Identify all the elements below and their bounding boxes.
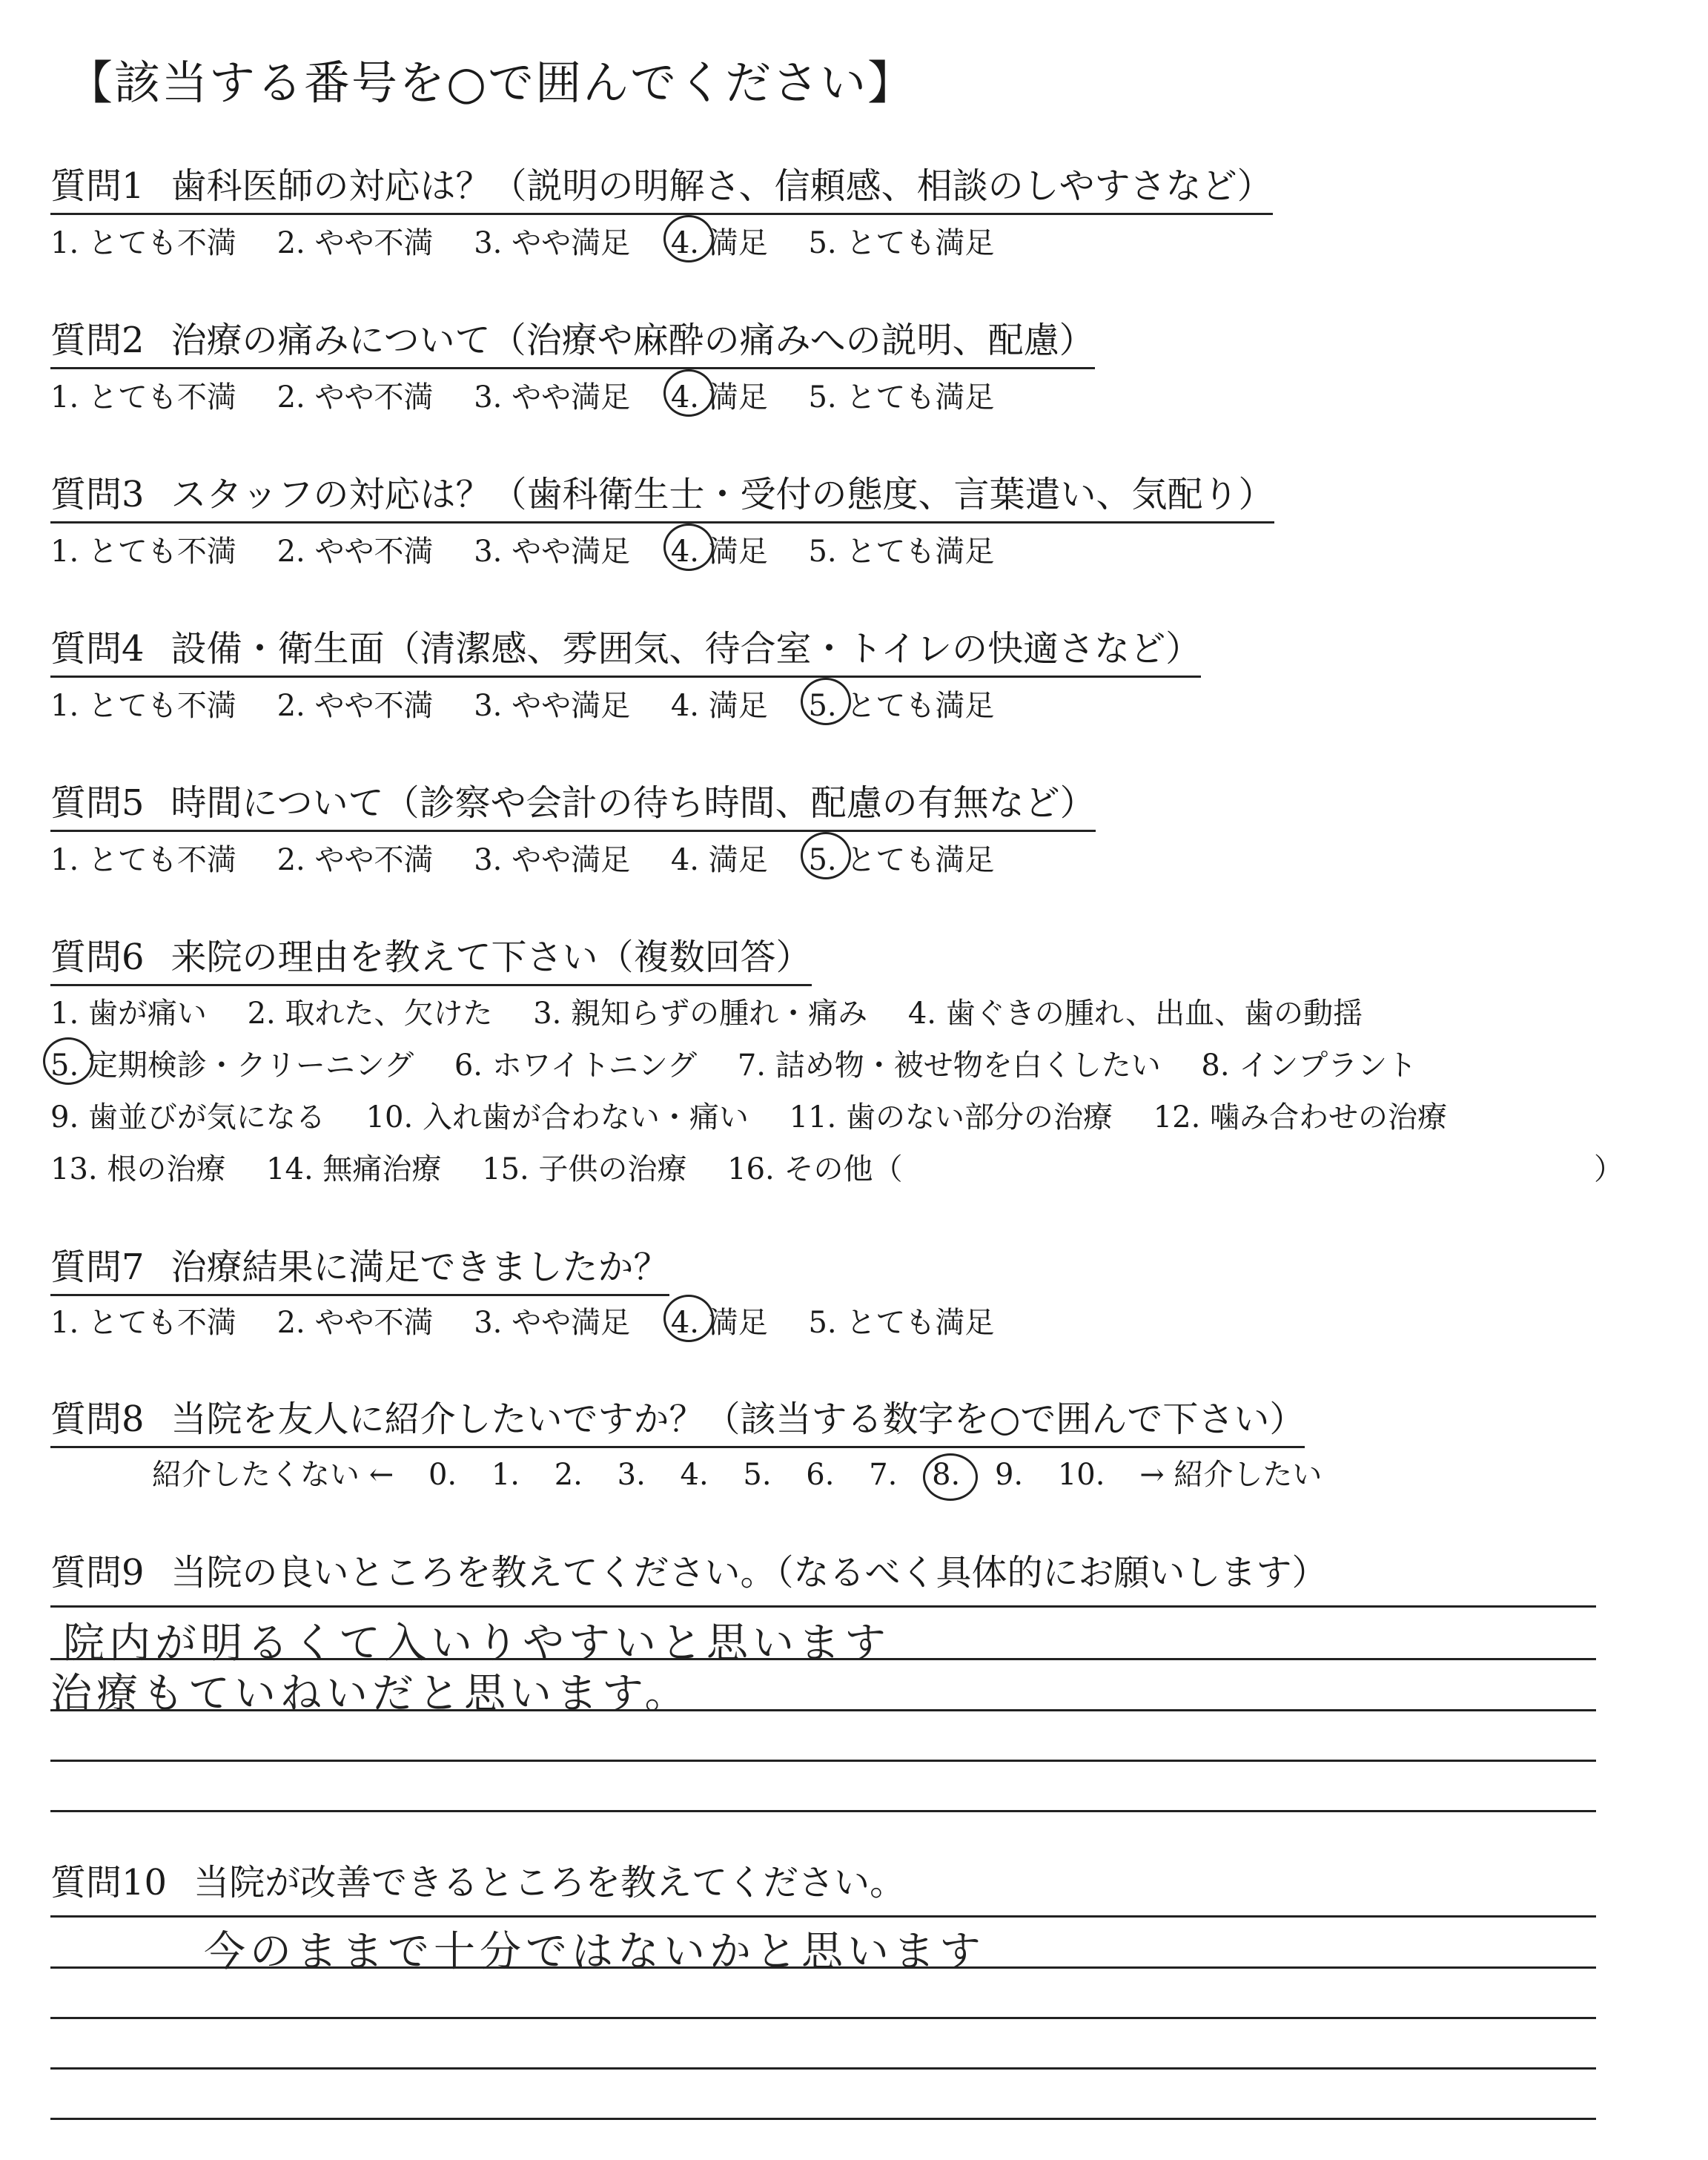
question-6-options-row-2 bbox=[50, 1042, 1448, 1084]
question-3-heading bbox=[50, 466, 1274, 524]
scale-left-label: 紹介したくない ← bbox=[152, 1458, 394, 1492]
option-3[interactable]: 3. やや満足 bbox=[474, 843, 631, 877]
option-4[interactable]: 4. 満足 bbox=[670, 843, 768, 877]
question-6-options-row-4 bbox=[50, 1146, 933, 1188]
option-4-selected[interactable]: 4. 満足 bbox=[671, 374, 768, 416]
question-text: 来院の理由を教えて下さい（複数回答） bbox=[171, 937, 812, 978]
option-2[interactable]: 2. やや不満 bbox=[277, 226, 434, 260]
question-4-options bbox=[50, 682, 1025, 724]
option-2[interactable]: 2. やや不満 bbox=[277, 689, 434, 723]
question-10-heading bbox=[50, 1854, 905, 1909]
option-3[interactable]: 3. やや満足 bbox=[474, 689, 631, 723]
question-1-heading bbox=[50, 157, 1273, 215]
question-text: 時間について（診察や会計の待ち時間、配慮の有無など） bbox=[171, 782, 1096, 824]
answer-line bbox=[50, 1658, 1596, 1660]
question-5-options bbox=[50, 836, 1025, 879]
option-4-selected[interactable]: 4. 満足 bbox=[671, 528, 768, 570]
option-3[interactable]: 3. やや満足 bbox=[474, 1306, 631, 1340]
question-text: 当院が改善できるところを教えてください。 bbox=[193, 1862, 906, 1903]
scale-right-label: → 紹介したい bbox=[1139, 1458, 1323, 1492]
reason-option[interactable]: 6. ホワイトニング bbox=[454, 1048, 698, 1083]
reason-option[interactable]: 9. 歯並びが気になる bbox=[50, 1100, 325, 1135]
question-number: 質問9 bbox=[50, 1552, 145, 1593]
answer-line bbox=[50, 2017, 1596, 2019]
answer-line bbox=[50, 1605, 1596, 1608]
question-4-heading bbox=[50, 620, 1201, 678]
reason-option[interactable]: 4. 歯ぐきの腫れ、出血、歯の動揺 bbox=[907, 997, 1363, 1031]
scale-value[interactable]: 0. bbox=[428, 1458, 457, 1492]
reason-option[interactable]: 11. 歯のない部分の治療 bbox=[789, 1100, 1113, 1135]
answer-line bbox=[50, 1760, 1596, 1762]
question-6-options-row-3 bbox=[50, 1094, 1478, 1136]
option-5[interactable]: 5. とても満足 bbox=[808, 1306, 995, 1340]
scale-value[interactable]: 6. bbox=[806, 1458, 835, 1492]
option-1[interactable]: 1. とても不満 bbox=[50, 226, 236, 260]
reason-option[interactable]: 14. 無痛治療 bbox=[266, 1152, 442, 1186]
reason-option[interactable]: 1. 歯が痛い bbox=[50, 997, 207, 1031]
question-6-options-row-1 bbox=[50, 990, 1394, 1032]
scale-value[interactable]: 9. bbox=[994, 1458, 1024, 1492]
reason-option[interactable]: 15. 子供の治療 bbox=[482, 1152, 687, 1186]
answer-line bbox=[50, 1915, 1596, 1918]
reason-option[interactable]: 7. 詰め物・被せ物を白くしたい bbox=[737, 1048, 1161, 1083]
option-4[interactable]: 4. 満足 bbox=[670, 689, 768, 723]
option-1[interactable]: 1. とても不満 bbox=[50, 1306, 236, 1340]
question-text: 当院を友人に紹介したいですか？（該当する数字を○で囲んで下さい） bbox=[171, 1398, 1305, 1440]
question-number: 質問7 bbox=[50, 1246, 145, 1288]
option-4-selected[interactable]: 4. 満足 bbox=[671, 219, 768, 262]
recommend-scale bbox=[152, 1451, 1347, 1493]
option-2[interactable]: 2. やや不満 bbox=[277, 380, 434, 415]
option-1[interactable]: 1. とても不満 bbox=[50, 689, 236, 723]
option-2[interactable]: 2. やや不満 bbox=[277, 843, 434, 877]
reason-option[interactable]: 3. 親知らずの腫れ・痛み bbox=[533, 997, 868, 1031]
answer-line bbox=[50, 1810, 1596, 1812]
option-3[interactable]: 3. やや満足 bbox=[474, 226, 631, 260]
page-title: 【該当する番号を○で囲んでください】 bbox=[67, 56, 916, 110]
scale-value[interactable]: 7. bbox=[869, 1458, 898, 1492]
question-text: 歯科医師の対応は？（説明の明解さ、信頼感、相談のしやすさなど） bbox=[171, 165, 1273, 207]
option-2[interactable]: 2. やや不満 bbox=[277, 1306, 434, 1340]
answer-line bbox=[50, 1966, 1596, 1969]
scale-value[interactable]: 1. bbox=[491, 1458, 520, 1492]
answer-line bbox=[50, 2067, 1596, 2070]
answer-line bbox=[50, 1709, 1596, 1711]
option-1[interactable]: 1. とても不満 bbox=[50, 380, 236, 415]
question-number: 質問6 bbox=[50, 937, 145, 978]
scale-value[interactable]: 2. bbox=[554, 1458, 583, 1492]
question-number: 質問2 bbox=[50, 320, 145, 361]
reason-option-other[interactable]: 16. その他（ bbox=[727, 1152, 903, 1186]
question-8-heading bbox=[50, 1390, 1305, 1448]
reason-option[interactable]: 13. 根の治療 bbox=[50, 1152, 226, 1186]
reason-option[interactable]: 10. 入れ歯が合わない・痛い bbox=[365, 1100, 749, 1135]
handwritten-answer[interactable]: 今のままで十分ではないかと思います bbox=[204, 1928, 985, 1976]
scale-value[interactable]: 10. bbox=[1057, 1458, 1105, 1492]
question-number: 質問1 bbox=[50, 165, 145, 207]
question-text: 設備・衛生面（清潔感、雰囲気、待合室・トイレの快適さなど） bbox=[171, 628, 1202, 670]
other-close-paren: ） bbox=[1594, 1152, 1623, 1186]
question-number: 質問10 bbox=[50, 1862, 168, 1903]
option-5-selected[interactable]: 5. とても満足 bbox=[808, 836, 994, 879]
option-2[interactable]: 2. やや不満 bbox=[277, 535, 434, 569]
scale-value[interactable]: 4. bbox=[680, 1458, 709, 1492]
option-5[interactable]: 5. とても満足 bbox=[808, 535, 995, 569]
question-text: スタッフの対応は？（歯科衛生士・受付の態度、言葉遣い、気配り） bbox=[171, 474, 1274, 515]
question-2-options bbox=[50, 374, 1025, 416]
question-6-heading bbox=[50, 928, 812, 986]
question-5-heading bbox=[50, 774, 1096, 832]
handwritten-answer[interactable]: 院内が明るくて入いりやすいと思います bbox=[63, 1619, 890, 1668]
handwritten-answer[interactable]: 治療もていねいだと思います。 bbox=[50, 1670, 691, 1718]
question-9-heading bbox=[50, 1544, 1328, 1599]
answer-line bbox=[50, 2118, 1596, 2120]
question-7-heading bbox=[50, 1238, 669, 1296]
option-1[interactable]: 1. とても不満 bbox=[50, 535, 236, 569]
reason-option[interactable]: 2. 取れた、欠けた bbox=[247, 997, 493, 1031]
scale-value[interactable]: 5. bbox=[743, 1458, 772, 1492]
question-2-heading bbox=[50, 311, 1095, 369]
option-1[interactable]: 1. とても不満 bbox=[50, 843, 236, 877]
scale-value-selected[interactable]: 8. bbox=[932, 1458, 961, 1492]
question-text: 治療の痛みについて（治療や麻酔の痛みへの説明、配慮） bbox=[171, 320, 1095, 361]
reason-option[interactable]: 12. 噛み合わせの治療 bbox=[1153, 1100, 1448, 1135]
question-3-options bbox=[50, 528, 1025, 570]
question-text: 当院の良いところを教えてください。（なるべく具体的にお願いします） bbox=[171, 1552, 1328, 1593]
option-3[interactable]: 3. やや満足 bbox=[474, 535, 631, 569]
option-5[interactable]: 5. とても満足 bbox=[808, 226, 995, 260]
question-number: 質問3 bbox=[50, 474, 145, 515]
question-text: 治療結果に満足できましたか？ bbox=[171, 1246, 669, 1288]
question-number: 質問4 bbox=[50, 628, 145, 670]
scale-value[interactable]: 3. bbox=[617, 1458, 646, 1492]
reason-option[interactable]: 8. インプラント bbox=[1201, 1048, 1417, 1083]
option-3[interactable]: 3. やや満足 bbox=[474, 380, 631, 415]
option-5[interactable]: 5. とても満足 bbox=[808, 380, 995, 415]
question-number: 質問8 bbox=[50, 1398, 145, 1440]
reason-option-selected[interactable]: 5. 定期検診・クリーニング bbox=[50, 1042, 414, 1084]
question-number: 質問5 bbox=[50, 782, 145, 824]
option-5-selected[interactable]: 5. とても満足 bbox=[808, 682, 994, 724]
question-1-options bbox=[50, 219, 1025, 262]
question-7-options bbox=[50, 1299, 1025, 1341]
option-4-selected[interactable]: 4. 満足 bbox=[671, 1299, 768, 1341]
